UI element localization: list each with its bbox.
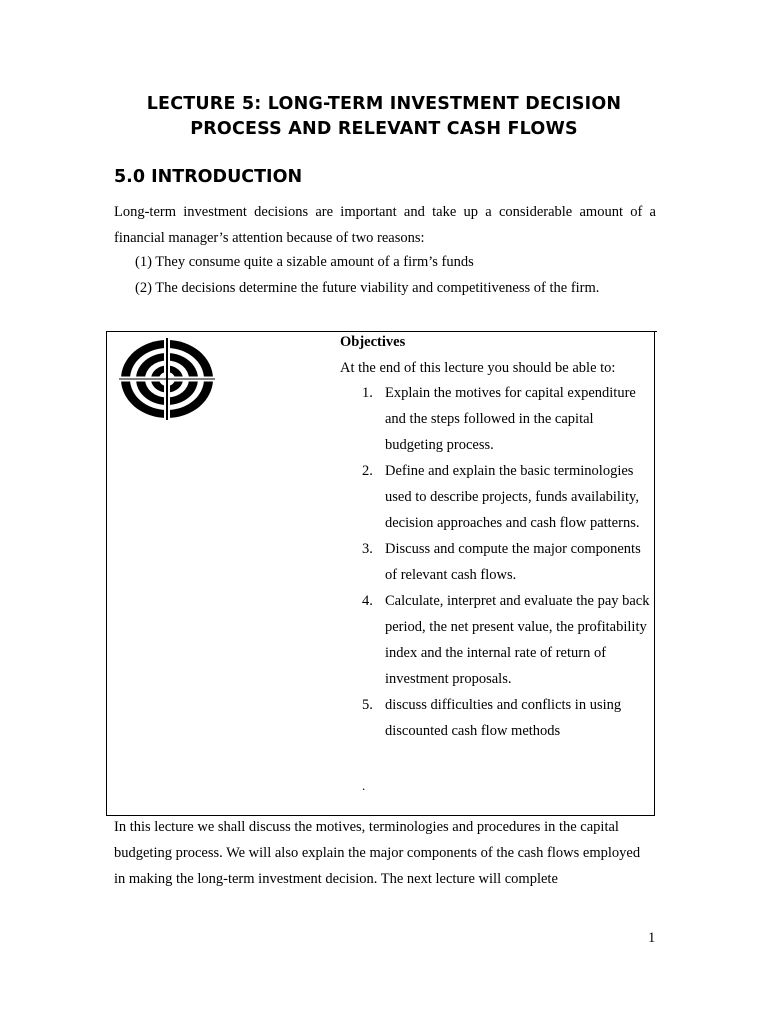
objective-item: [340, 588, 652, 692]
objectives-box-top-border: [219, 331, 657, 332]
objective-number: 3.: [362, 541, 373, 557]
intro-paragraph: Long-term investment decisions are important and take up a considerable amount of a financial manager’s attention because of two reasons:: [114, 204, 656, 246]
reason-item: (1) They consume quite a sizable amount of a firm’s funds: [135, 254, 474, 270]
objective-number: 2.: [362, 463, 373, 479]
closing-paragraph: In this lecture we shall discuss the motives, terminologies and procedures in the capital budgeting process. We will also explain the major components of the cash flows employed in making the long-term investment decision. The next lecture will complete: [114, 819, 641, 887]
lecture-title: [0, 92, 768, 142]
objectives-trailing-mark: .: [362, 778, 366, 793]
section-heading: 5.0 INTRODUCTION: [114, 167, 303, 187]
objective-item: [340, 458, 652, 536]
objectives-heading: Objectives: [340, 334, 406, 350]
page-number: 1: [648, 930, 656, 946]
objective-text: Calculate, interpret and evaluate the pay back period, the net present value, the profitability index and the internal rate of return of investment proposals.: [385, 593, 650, 687]
objective-text: Explain the motives for capital expenditure and the steps followed in the capital budgeting process.: [385, 385, 636, 453]
reason-item: (2) The decisions determine the future viability and competitiveness of the firm.: [135, 280, 600, 296]
objectives-list: [340, 380, 652, 744]
objectives-box-top-border-left: [106, 331, 219, 332]
objective-number: 4.: [362, 593, 373, 609]
lecture-title-line-1: LECTURE 5: LONG-TERM INVESTMENT DECISION: [146, 94, 622, 114]
objective-text: Discuss and compute the major components of relevant cash flows.: [385, 541, 641, 583]
objective-item: [340, 380, 652, 458]
lecture-title-line-2: PROCESS AND RELEVANT CASH FLOWS: [190, 119, 578, 139]
objective-number: 1.: [362, 385, 373, 401]
objectives-intro: At the end of this lecture you should be able to:: [340, 360, 616, 376]
reasons-list: [135, 249, 599, 301]
objective-item: [340, 536, 652, 588]
target-icon: [119, 338, 215, 420]
objective-text: discuss difficulties and conflicts in using discounted cash flow methods: [385, 697, 622, 739]
objective-number: 5.: [362, 697, 373, 713]
objective-text: Define and explain the basic terminologies used to describe projects, funds availability, decision approaches and cash flow patterns.: [385, 463, 640, 531]
objective-item: [340, 692, 652, 744]
